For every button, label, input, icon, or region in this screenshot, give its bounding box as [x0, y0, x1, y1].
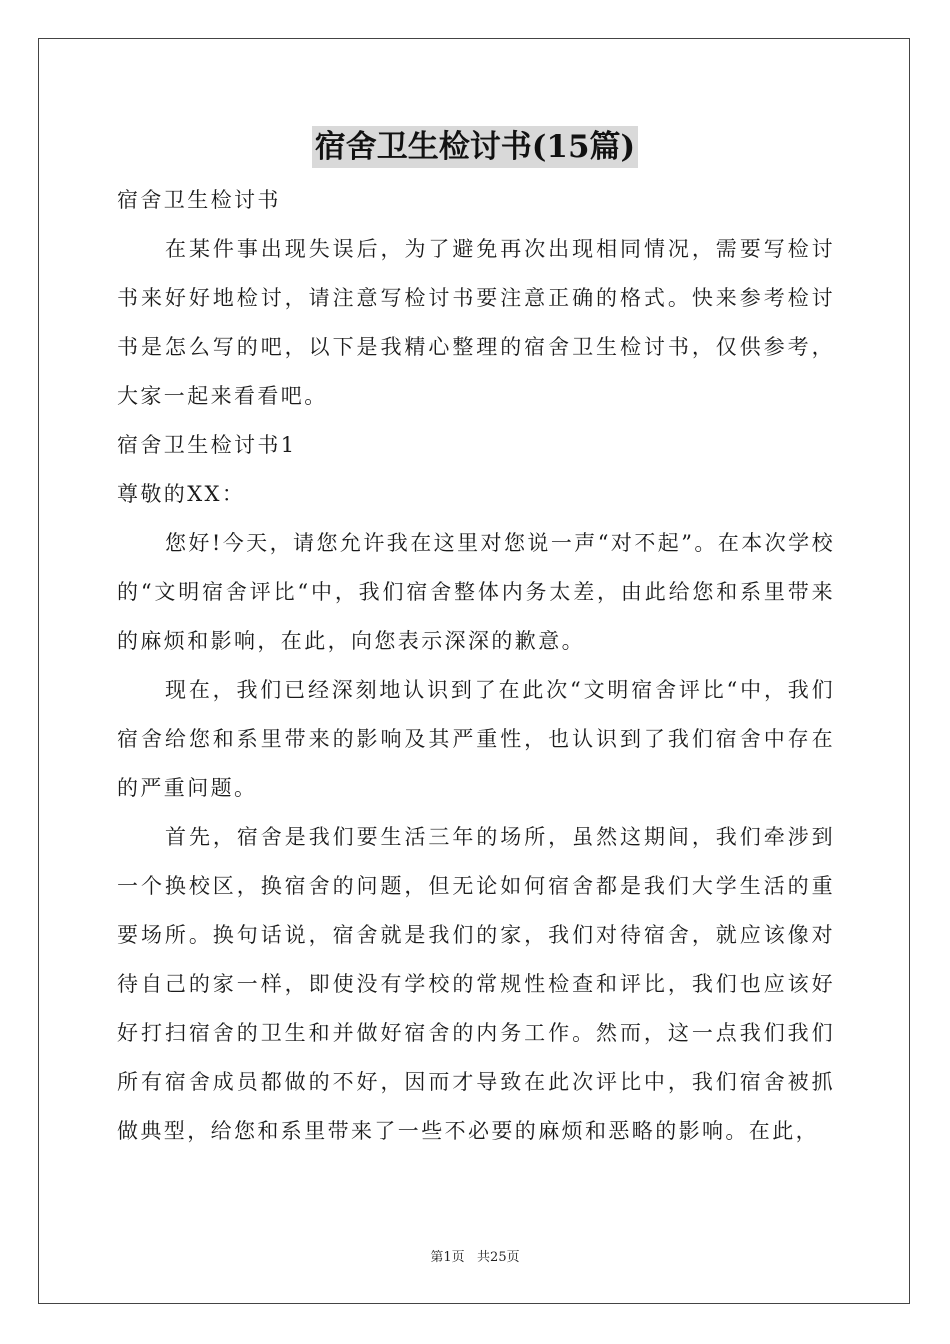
paragraph-heading: 宿舍卫生检讨书 — [117, 188, 281, 212]
document-title: 宿舍卫生检讨书(15篇) — [312, 126, 638, 168]
paragraph-intro: 在某件事出现失误后，为了避免再次出现相同情况，需要写检讨书来好好地检讨，请注意写检讨书要注意正确的格式。快来参考检讨书是怎么写的吧，以下是我精心整理的宿舍卫生检讨书，仅供参考，大家一起来看看吧。 — [117, 237, 835, 408]
paragraph-salutation: 尊敬的XX： — [117, 482, 246, 506]
paragraph-first-point: 首先，宿舍是我们要生活三年的场所，虽然这期间，我们牵涉到一个换校区，换宿舍的问题，但无论如何宿舍都是我们大学生活的重要场所。换句话说，宿舍就是我们的家，我们对待宿舍，就应该像对待自己的家一样，即使没有学校的常规性检查和评比，我们也应该好好打扫宿舍的卫生和并做好宿舍的内务工作。然而，这一点我们我们所有宿舍成员都做的不好，因而才导致在此次评比中，我们宿舍被抓做典型，给您和系里带来了一些不必要的麻烦和恶略的影响。在此， — [117, 825, 835, 1143]
page-footer: 第1页 共25页 — [430, 1250, 520, 1265]
document-body — [117, 176, 835, 1156]
paragraph-apology: 您好!今天，请您允许我在这里对您说一声“对不起”。在本次学校的“文明宿舍评比“中，我们宿舍整体内务太差，由此给您和系里带来的麻烦和影响，在此，向您表示深深的歉意。 — [117, 531, 835, 653]
paragraph-section-title: 宿舍卫生检讨书1 — [117, 433, 297, 457]
paragraph-recognition: 现在，我们已经深刻地认识到了在此次“文明宿舍评比“中，我们宿舍给您和系里带来的影响及其严重性，也认识到了我们宿舍中存在的严重问题。 — [117, 678, 835, 800]
title-container — [0, 126, 950, 168]
